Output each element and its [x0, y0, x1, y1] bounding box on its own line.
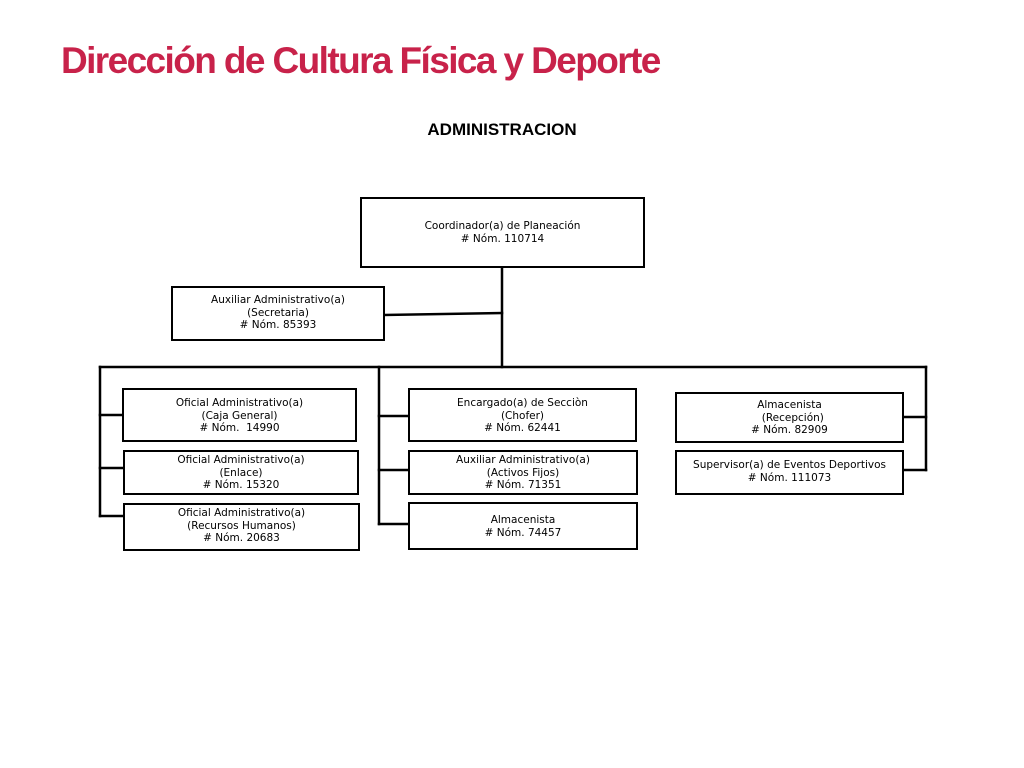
node-number: # Nóm. 85393	[239, 319, 317, 331]
connector-secretaria	[384, 313, 502, 315]
node-role: Auxiliar Administrativo(a)	[211, 294, 345, 306]
node-role: Auxiliar Administrativo(a)	[456, 454, 590, 466]
node-number: # Nóm. 71351	[484, 479, 562, 491]
node-almacenista	[408, 502, 638, 550]
node-auxiliar-activos-fijos	[408, 450, 638, 495]
node-supervisor-eventos-deportivos	[675, 450, 904, 495]
node-role: Almacenista	[490, 514, 556, 526]
node-number: # Nóm. 111073	[747, 471, 832, 484]
node-area: (Activos Fijos)	[486, 466, 560, 479]
node-number: # Nóm. 20683	[203, 532, 280, 544]
node-oficial-recursos-humanos	[123, 503, 360, 551]
node-number: # Nóm. 15320	[202, 479, 280, 491]
node-role: Oficial Administrativo(a)	[175, 397, 304, 409]
node-area: (Secretaria)	[247, 306, 309, 319]
node-role: Oficial Administrativo(a)	[177, 507, 306, 519]
org-chart-subtitle: ADMINISTRACION	[427, 120, 577, 139]
node-oficial-caja-general	[122, 388, 357, 442]
node-coordinador-planeacion	[360, 197, 645, 268]
page-title: Dirección de Cultura Física y Deporte	[61, 40, 660, 81]
node-encargado-seccion	[408, 388, 637, 442]
node-area: (Caja General)	[201, 409, 278, 422]
node-almacenista-recepcion	[675, 392, 904, 443]
node-role: Coordinador(a) de Planeación	[424, 220, 581, 232]
node-number: # Nóm. 14990	[199, 422, 280, 434]
node-role: Almacenista	[757, 399, 822, 411]
node-number: # Nóm. 62441	[484, 422, 561, 434]
node-number: # Nóm. 82909	[751, 424, 828, 436]
node-area: (Recepción)	[755, 411, 824, 424]
node-role: Encargado(a) de Secciòn	[457, 397, 588, 409]
node-area: (Recursos Humanos)	[187, 519, 296, 532]
node-role: Oficial Administrativo(a)	[177, 454, 305, 466]
node-area: (Enlace)	[219, 466, 263, 479]
node-area: (Chofer)	[500, 409, 545, 422]
node-number: # Nóm. 110714	[460, 232, 545, 245]
node-oficial-enlace	[123, 450, 359, 495]
node-role: Supervisor(a) de Eventos Deportivos	[693, 459, 886, 471]
node-auxiliar-secretaria	[171, 286, 385, 341]
node-number: # Nóm. 74457	[484, 526, 562, 539]
